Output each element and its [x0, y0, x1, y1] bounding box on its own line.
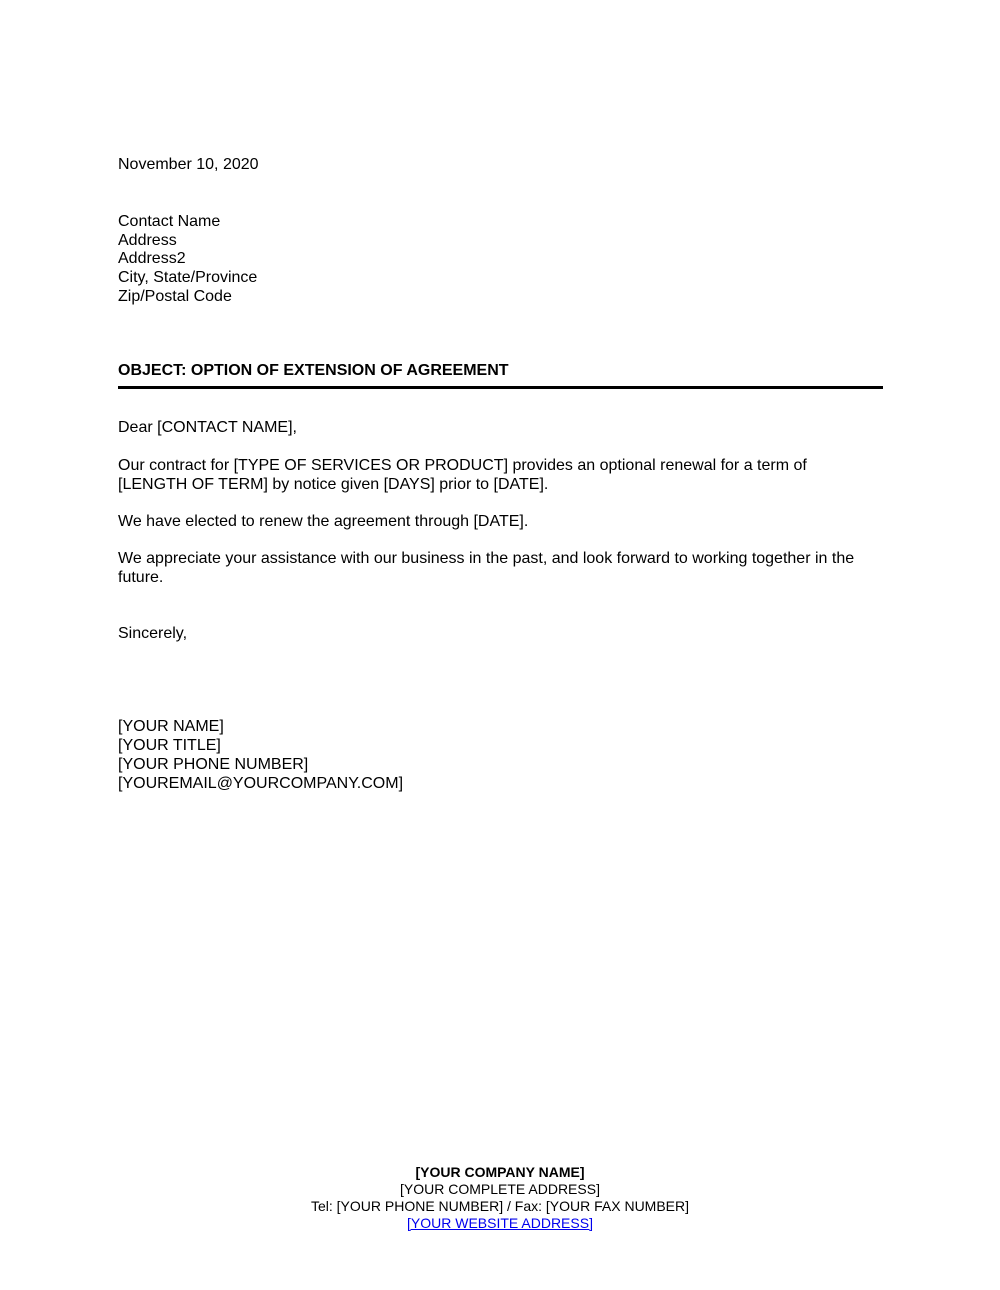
signature-name: [YOUR NAME]	[118, 718, 224, 735]
footer-website-row	[0, 1215, 1000, 1232]
salutation: Dear [CONTACT NAME],	[118, 419, 297, 436]
footer-contact: Tel: [YOUR PHONE NUMBER] / Fax: [YOUR FAX NUMBER]	[310, 1198, 690, 1214]
footer-address: [YOUR COMPLETE ADDRESS]	[400, 1181, 600, 1197]
subject-heading: OBJECT: OPTION OF EXTENSION OF AGREEMENT	[118, 362, 509, 379]
signature-email: [YOUREMAIL@YOURCOMPANY.COM]	[118, 775, 404, 792]
paragraph-3-line-1: We appreciate your assistance with our business in the past, and look forward to working together in the	[118, 550, 855, 567]
footer-company-name: [YOUR COMPANY NAME]	[415, 1164, 585, 1180]
footer-website-link[interactable]: [YOUR WEBSITE ADDRESS]	[407, 1215, 593, 1231]
signature-phone: [YOUR PHONE NUMBER]	[118, 756, 309, 773]
paragraph-3-line-2: future.	[118, 569, 164, 586]
closing: Sincerely,	[118, 625, 188, 642]
subject-divider	[118, 386, 883, 389]
recipient-name: Contact Name	[118, 213, 221, 230]
paragraph-2: We have elected to renew the agreement through [DATE].	[118, 513, 529, 530]
recipient-city: City, State/Province	[118, 269, 258, 286]
paragraph-1-line-2: [LENGTH OF TERM] by notice given [DAYS] prior to [DATE].	[118, 476, 549, 493]
recipient-zip: Zip/Postal Code	[118, 288, 232, 305]
letter-date: November 10, 2020	[118, 156, 259, 173]
recipient-address: Address	[118, 232, 177, 249]
recipient-address2: Address2	[118, 250, 186, 267]
paragraph-1-line-1: Our contract for [TYPE OF SERVICES OR PRODUCT] provides an optional renewal for a term of	[118, 457, 807, 474]
signature-title: [YOUR TITLE]	[118, 737, 221, 754]
